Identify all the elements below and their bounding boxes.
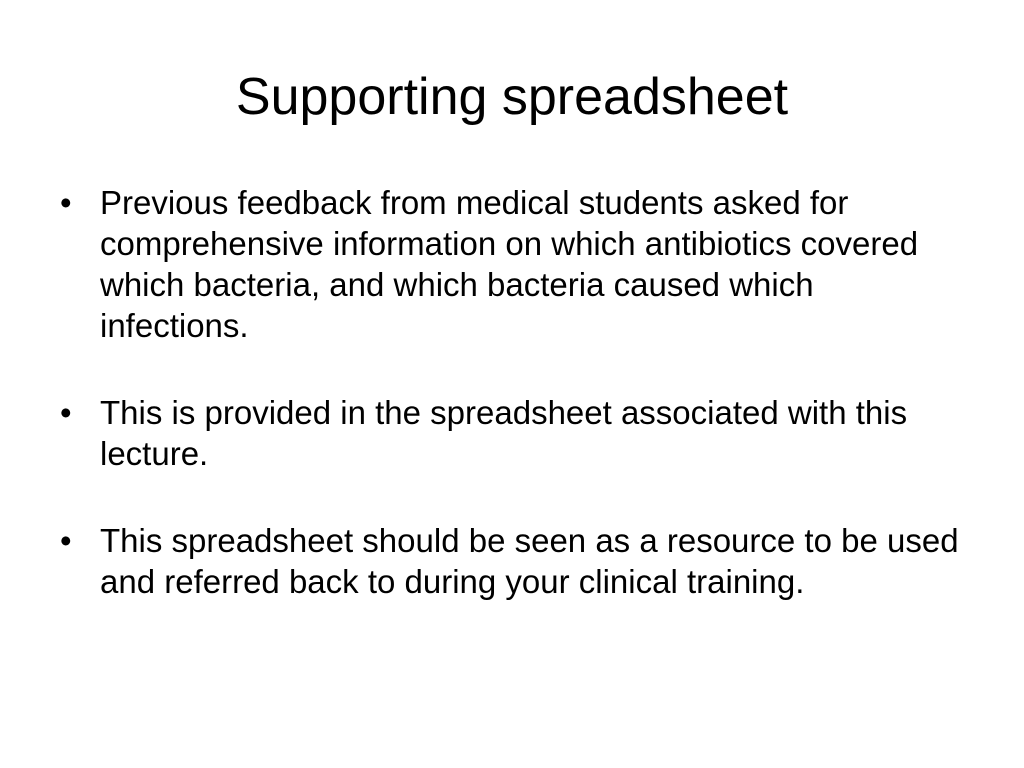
bullet-item [56, 520, 968, 602]
bullet-item [56, 392, 968, 474]
bullet-icon: • [60, 184, 72, 221]
bullet-text: This spreadsheet should be seen as a resource to be used and referred back to during your clinical training. [100, 522, 959, 600]
bullet-text: Previous feedback from medical students asked for comprehensive information on which antibiotics covered which bacteria, and which bacteria caused which infections. [100, 184, 919, 344]
bullet-item [56, 182, 968, 346]
bullet-icon: • [60, 394, 72, 431]
slide-title: Supporting spreadsheet [235, 68, 789, 126]
bullet-icon: • [60, 522, 72, 559]
bullet-list [56, 182, 968, 602]
bullet-text: This is provided in the spreadsheet associated with this lecture. [100, 394, 908, 472]
